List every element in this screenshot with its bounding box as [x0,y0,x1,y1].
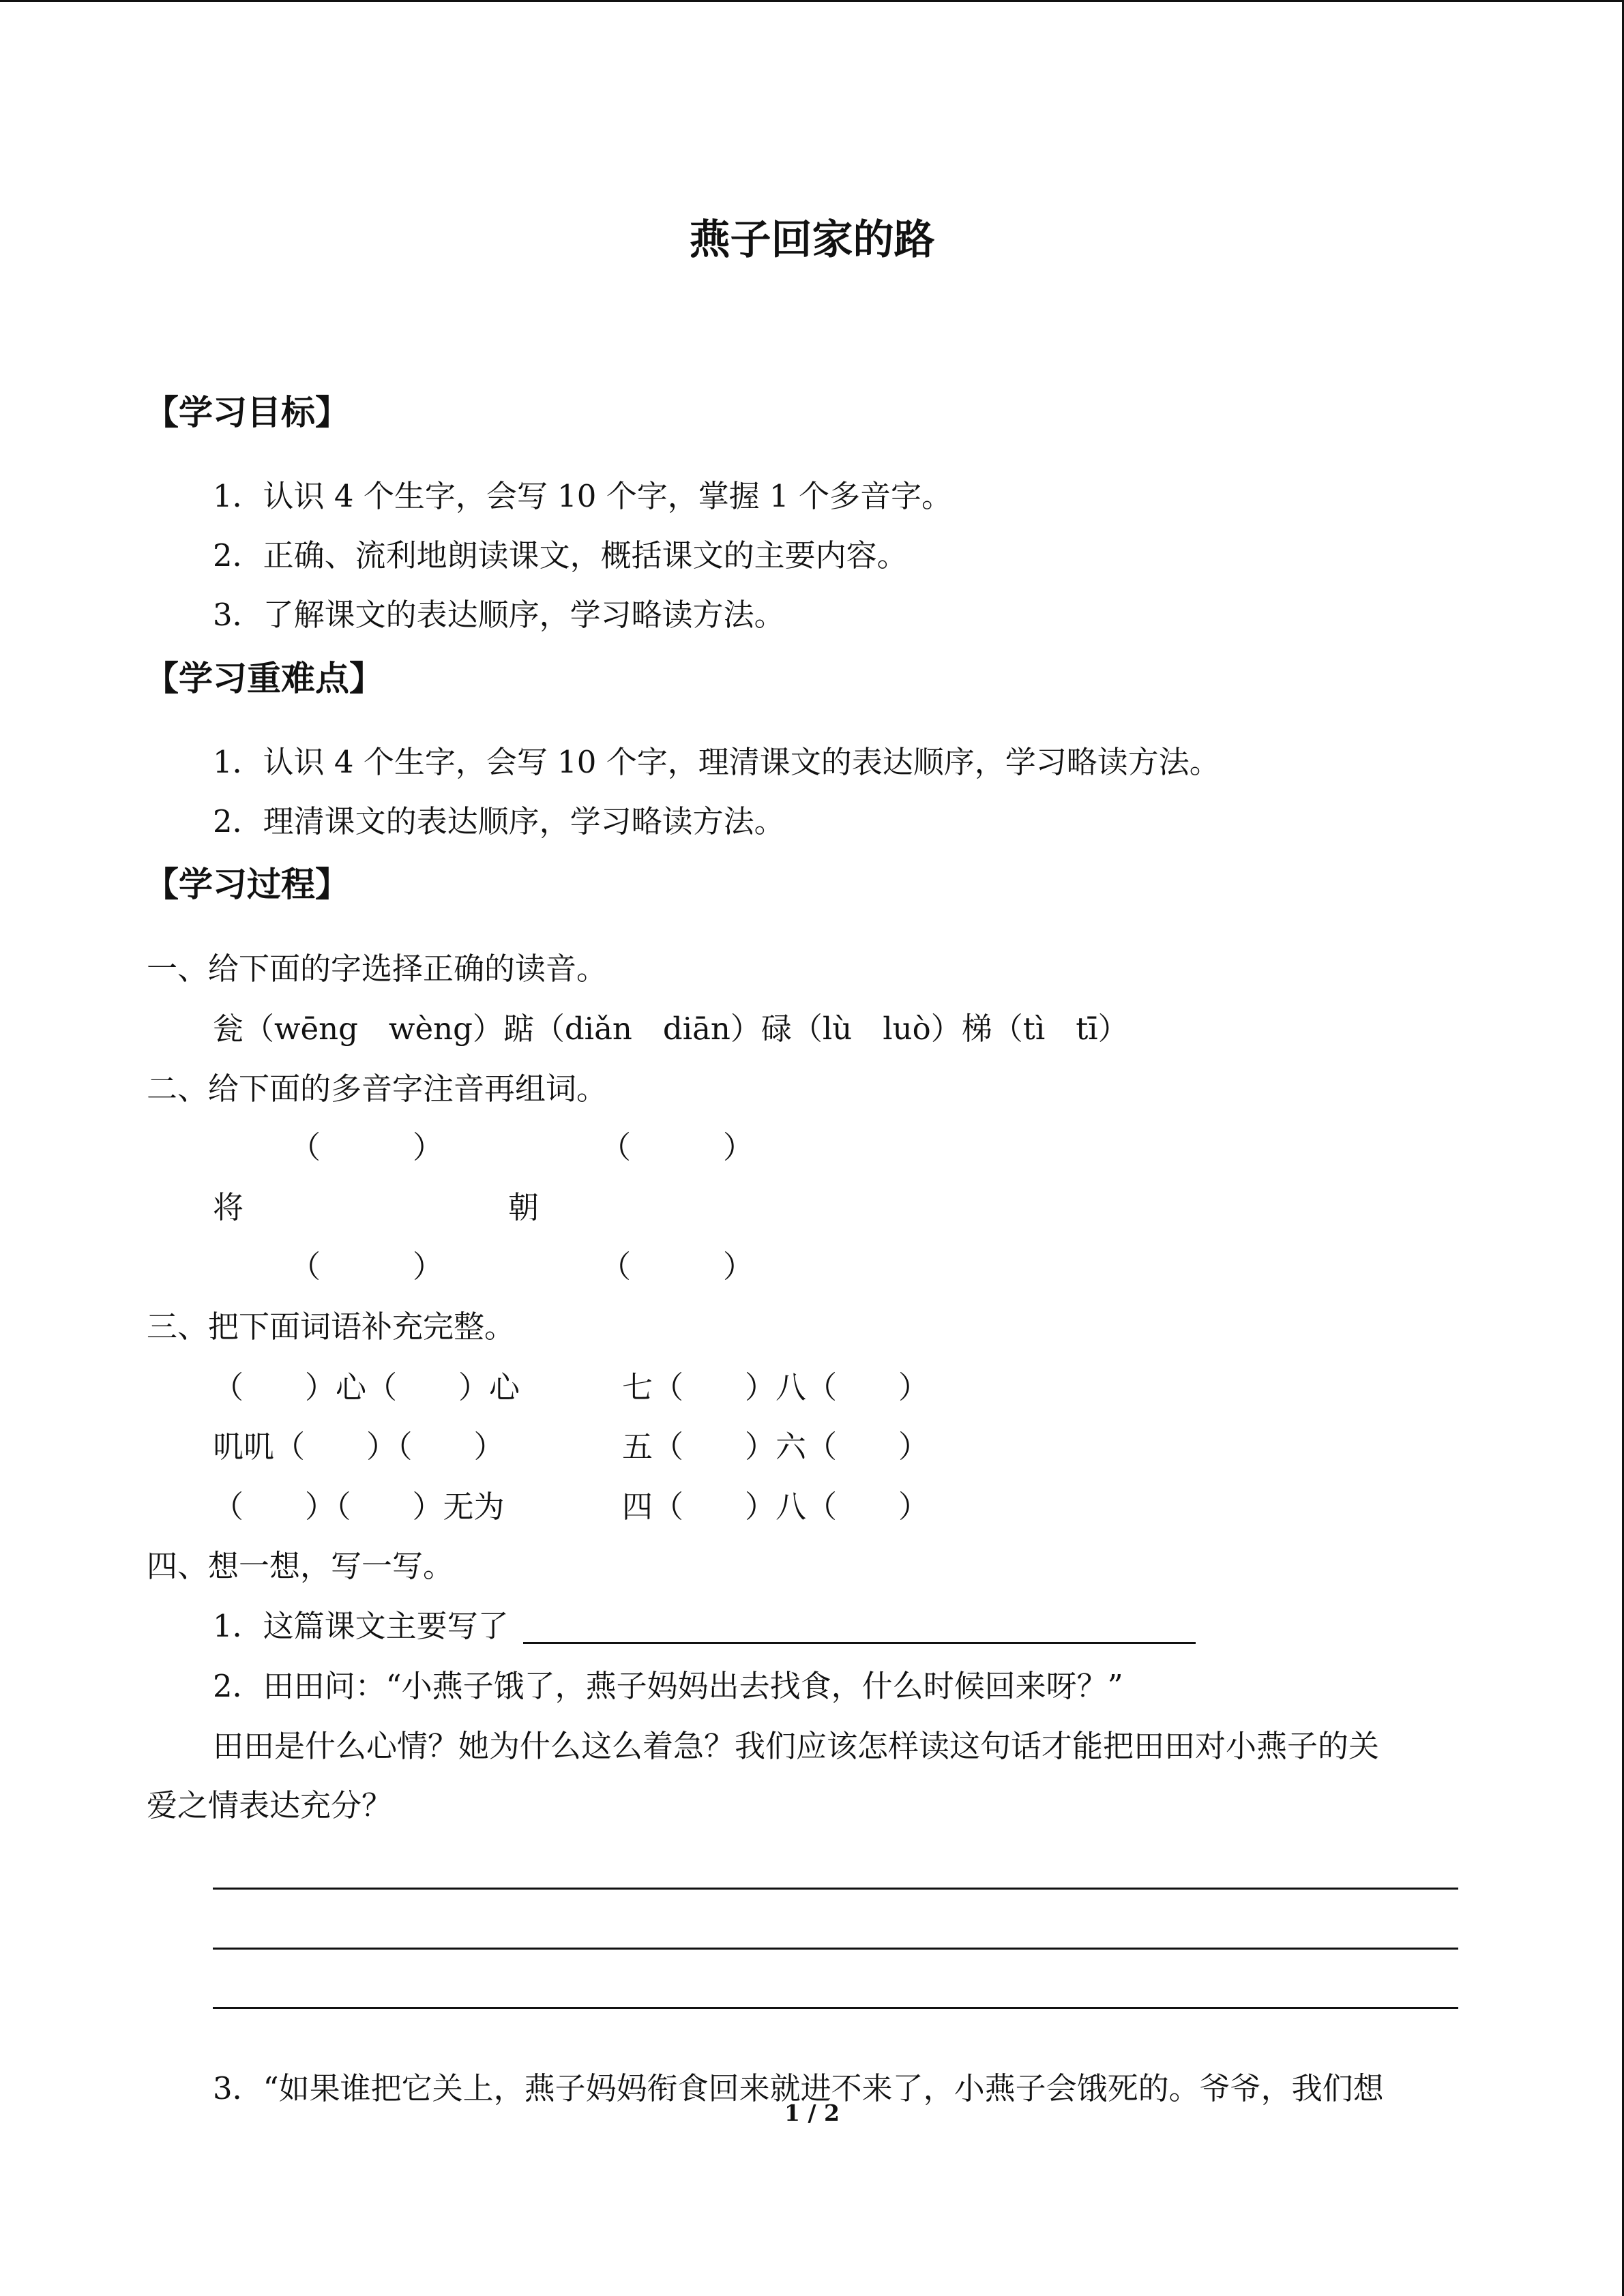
answer-line [213,1888,1458,1890]
question-4-item-2: 2．田田问：“小燕子饿了，燕子妈妈出去找食，什么时候回来呀？” [213,1668,1123,1704]
idiom-left: （ ）心（ ）心 [213,1369,520,1405]
idiom-right: 四（ ）八（ ） [622,1489,930,1525]
answer-paren: （ ） [600,1129,754,1165]
key-point-item: 1．认识 4 个生字，会写 10 个字，理清课文的表达顺序，学习略读方法。 [213,744,1220,780]
question-3-title: 三、把下面词语补充完整。 [147,1309,516,1345]
pinyin-choice-line: 瓮（wēng wèng）踮（diǎn diān）碌（lù luò）梯（tì tī） [213,1011,1129,1047]
goal-item: 2．正确、流利地朗读课文，概括课文的主要内容。 [213,537,908,573]
question-4-item-2-prompt: 爱之情表达充分？ [147,1787,393,1823]
question-4-item-3: 3．“如果谁把它关上，燕子妈妈衔食回来就进不来了，小燕子会饿死的。爷爷，我们想 [213,2070,1384,2106]
key-point-item: 2．理清课文的表达顺序，学习略读方法。 [213,803,785,839]
idiom-left: 叽叽（ ）（ ） [213,1429,505,1465]
question-1-title: 一、给下面的字选择正确的读音。 [147,951,608,987]
answer-paren: （ ） [290,1129,444,1165]
idiom-right: 七（ ）八（ ） [622,1369,930,1405]
question-2-title: 二、给下面的多音字注音再组词。 [147,1071,608,1107]
question-4-item-1: 1．这篇课文主要写了 [213,1608,509,1644]
question-4-title: 四、想一想，写一写。 [147,1548,454,1584]
answer-line [213,1948,1458,1950]
key-points-heading: 【学习重难点】 [145,659,383,698]
goal-item: 1．认识 4 个生字，会写 10 个字，掌握 1 个多音字。 [213,478,952,514]
page-title: 燕子回家的路 [689,216,935,264]
page-border-top [0,0,1624,2]
idiom-left: （ ）（ ）无为 [213,1489,505,1525]
page-number: 1 / 2 [784,2100,840,2126]
polyphone-char: 将 [213,1189,244,1225]
answer-line [523,1642,1196,1644]
answer-paren: （ ） [600,1249,754,1285]
answer-line [213,2007,1458,2009]
idiom-right: 五（ ）六（ ） [622,1429,930,1465]
question-4-item-2-prompt: 田田是什么心情？她为什么这么着急？我们应该怎样读这句话才能把田田对小燕子的关 [213,1728,1380,1764]
goals-heading: 【学习目标】 [145,393,349,432]
polyphone-char: 朝 [508,1189,540,1225]
goal-item: 3．了解课文的表达顺序，学习略读方法。 [213,597,785,633]
process-heading: 【学习过程】 [145,865,349,904]
answer-paren: （ ） [290,1249,444,1285]
